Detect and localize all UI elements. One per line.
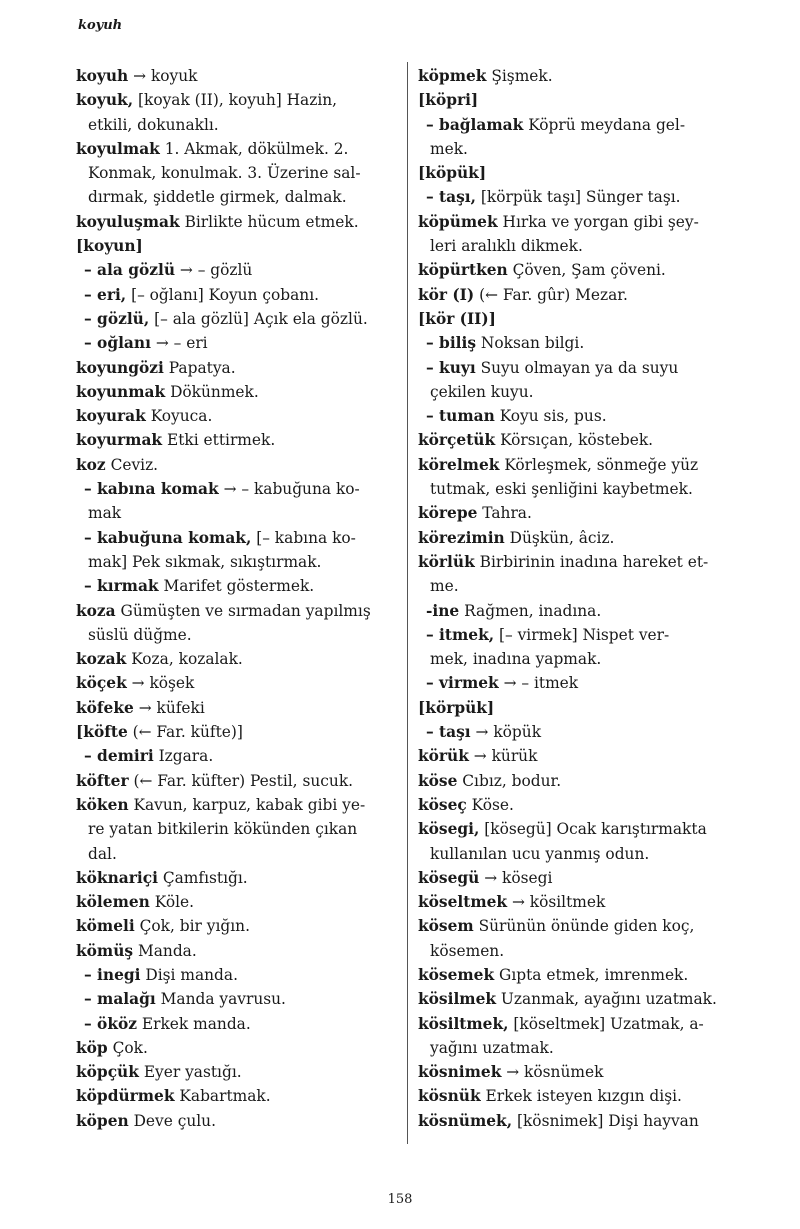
definition: [– kabına ko-: [251, 528, 356, 547]
definition: mak: [88, 504, 122, 523]
dictionary-line: [418, 744, 740, 768]
definition: [– oğlanı] Koyun çobanı.: [126, 285, 320, 304]
definition: Konmak, konulmak. 3. Üzerine sal-: [88, 164, 361, 183]
dictionary-line: [76, 307, 396, 331]
dictionary-line: [418, 307, 740, 331]
dictionary-line: [76, 720, 396, 744]
dictionary-line: [76, 1109, 396, 1133]
definition: → küfeki: [133, 698, 205, 717]
headword: kösegü: [418, 868, 480, 887]
headword: – itmek,: [426, 625, 495, 644]
definition: Izgara.: [153, 747, 214, 766]
definition: Birbirinin inadına hareket et-: [474, 552, 709, 571]
dictionary-line: [418, 501, 740, 525]
dictionary-line: [418, 210, 740, 234]
definition: Gümüşten ve sırmadan yapılmış: [115, 601, 371, 620]
dictionary-line: [76, 1060, 396, 1084]
dictionary-line: [418, 477, 740, 501]
dictionary-line: [76, 331, 396, 355]
definition: [– virmek] Nispet ver-: [494, 625, 670, 644]
definition: [kösnimek] Dişi hayvan: [512, 1111, 699, 1130]
definition: Marifet göstermek.: [158, 577, 315, 596]
headword: – taşı: [426, 723, 471, 742]
definition: Şişmek.: [486, 67, 553, 85]
dictionary-line: [418, 987, 740, 1011]
headword: – malağı: [84, 990, 156, 1009]
dictionary-line: [418, 356, 740, 380]
dictionary-line: [76, 64, 396, 88]
headword: koyuk,: [76, 91, 134, 110]
headword: köseltmek: [418, 893, 508, 912]
headword: kömüş: [76, 941, 134, 960]
dictionary-line: [418, 526, 740, 550]
definition: Körleşmek, sönmeğe yüz: [499, 455, 699, 474]
dictionary-line: [418, 647, 740, 671]
headword: köpümek: [418, 212, 498, 231]
definition: Çok.: [107, 1038, 148, 1057]
definition: Kabartmak.: [174, 1087, 271, 1106]
definition: Koyu sis, pus.: [494, 407, 607, 426]
definition: tutmak, eski şenliğini kaybetmek.: [430, 480, 693, 499]
definition: Köse.: [466, 795, 514, 814]
definition: Körsıçan, köstebek.: [495, 431, 654, 450]
definition: Ceviz.: [105, 455, 159, 474]
definition: [körpük taşı] Sünger taşı.: [476, 188, 681, 207]
dictionary-line: [418, 161, 740, 185]
headword: köpürtken: [418, 261, 508, 280]
column-divider: [407, 62, 408, 1144]
headword: – biliş: [426, 334, 477, 353]
definition: Koza, kozalak.: [126, 650, 243, 669]
dictionary-line: [418, 914, 740, 938]
headword: koza: [76, 601, 116, 620]
dictionary-line: [76, 769, 396, 793]
dictionary-line: [76, 647, 396, 671]
headword: – kuyı: [426, 358, 476, 377]
headword: kösiltmek,: [418, 1014, 509, 1033]
left-column: [76, 64, 396, 1133]
headword: köp: [76, 1038, 108, 1057]
definition: dal.: [88, 844, 117, 863]
dictionary-line: [418, 283, 740, 307]
definition: Koyuca.: [145, 407, 213, 426]
dictionary-line: [76, 161, 396, 185]
definition: Çok, bir yığın.: [134, 917, 250, 936]
definition: Rağmen, inadına.: [459, 601, 602, 620]
headword: koyungözi: [76, 358, 164, 377]
headword: kösemek: [418, 965, 495, 984]
dictionary-line: [418, 88, 740, 112]
definition: Eyer yastığı.: [138, 1063, 242, 1082]
headword: [körpük]: [418, 698, 495, 717]
dictionary-line: [76, 866, 396, 890]
dictionary-line: [418, 428, 740, 452]
dictionary-line: [418, 1084, 740, 1108]
headword: köken: [76, 795, 129, 814]
definition: Cıbız, bodur.: [457, 771, 562, 790]
headword: – kırmak: [84, 577, 159, 596]
definition: leri aralıklı dikmek.: [430, 237, 583, 256]
dictionary-line: [418, 258, 740, 282]
dictionary-line: [76, 404, 396, 428]
headword: köpmek: [418, 67, 487, 85]
headword: [köfte: [76, 723, 128, 742]
definition: Dişi manda.: [140, 965, 238, 984]
definition: Erkek manda.: [137, 1014, 251, 1033]
headword: – oğlanı: [84, 334, 151, 353]
dictionary-line: [418, 866, 740, 890]
definition: → kürük: [468, 747, 538, 766]
headword: körük: [418, 747, 469, 766]
definition: → – kabuğuna ko-: [218, 480, 360, 499]
headword: kösegi,: [418, 820, 480, 839]
dictionary-line: [418, 623, 740, 647]
headword: – inegi: [84, 965, 141, 984]
definition: Erkek isteyen kızgın dişi.: [480, 1087, 682, 1106]
definition: Düşkün, âciz.: [504, 528, 615, 547]
definition: Sürünün önünde giden koç,: [473, 917, 695, 936]
definition: [kösegü] Ocak karıştırmakta: [479, 820, 707, 839]
headword: köpen: [76, 1111, 129, 1130]
headword: [köpük]: [418, 164, 487, 183]
dictionary-line: [418, 137, 740, 161]
dictionary-line: [418, 720, 740, 744]
dictionary-line: [76, 1084, 396, 1108]
dictionary-line: [76, 1012, 396, 1036]
headword: – demiri: [84, 747, 154, 766]
headword: – gözlü,: [84, 309, 150, 328]
definition: dırmak, şiddetle girmek, dalmak.: [88, 188, 347, 207]
dictionary-line: [418, 939, 740, 963]
definition: Etki ettirmek.: [162, 431, 276, 450]
dictionary-line: [418, 817, 740, 841]
dictionary-line: [418, 842, 740, 866]
definition: mek, inadına yapmak.: [430, 650, 602, 669]
definition: → kösiltmek: [507, 893, 606, 912]
headword: – eri,: [84, 285, 127, 304]
definition: → kösnümek: [501, 1063, 604, 1082]
dictionary-line: [76, 453, 396, 477]
definition: Köprü meydana gel-: [523, 115, 686, 134]
dictionary-line: [76, 599, 396, 623]
definition: Uzanmak, ayağını uzatmak.: [496, 990, 717, 1009]
definition: Çamfıstığı.: [157, 868, 248, 887]
definition: Papatya.: [163, 358, 236, 377]
dictionary-line: [418, 1109, 740, 1133]
dictionary-line: [76, 113, 396, 137]
definition: Suyu olmayan ya da suyu: [475, 358, 679, 377]
headword: köfter: [76, 771, 129, 790]
dictionary-line: [418, 574, 740, 598]
headword: köpçük: [76, 1063, 139, 1082]
headword: kösnük: [418, 1087, 481, 1106]
definition: Kavun, karpuz, kabak gibi ye-: [128, 795, 366, 814]
definition: süslü düğme.: [88, 625, 192, 644]
headword: – ala gözlü: [84, 261, 176, 280]
dictionary-line: [418, 963, 740, 987]
definition: Noksan bilgi.: [476, 334, 585, 353]
dictionary-line: [76, 939, 396, 963]
definition: mek.: [430, 139, 468, 158]
dictionary-line: [76, 477, 396, 501]
dictionary-line: [76, 987, 396, 1011]
headword: körçetük: [418, 431, 496, 450]
dictionary-line: [76, 137, 396, 161]
definition: → koyuk: [128, 67, 198, 85]
headword: koyuluşmak: [76, 212, 180, 231]
headword: köçek: [76, 674, 127, 693]
dictionary-line: [76, 234, 396, 258]
dictionary-line: [418, 113, 740, 137]
definition: → – gözlü: [175, 261, 253, 280]
headword: körlük: [418, 552, 475, 571]
dictionary-line: [418, 1036, 740, 1060]
dictionary-line: [418, 890, 740, 914]
headword: [koyun]: [76, 237, 143, 256]
definition: Çöven, Şam çöveni.: [507, 261, 666, 280]
headword: köse: [418, 771, 458, 790]
dictionary-line: [76, 258, 396, 282]
definition: yağını uzatmak.: [430, 1038, 554, 1057]
dictionary-line: [418, 331, 740, 355]
headword: – virmek: [426, 674, 499, 693]
definition: → köpük: [470, 723, 542, 742]
dictionary-line: [418, 550, 740, 574]
headword: kösilmek: [418, 990, 497, 1009]
dictionary-line: [76, 817, 396, 841]
definition: → kösegi: [479, 868, 553, 887]
dictionary-line: [76, 890, 396, 914]
dictionary-line: [76, 380, 396, 404]
definition: mak] Pek sıkmak, sıkıştırmak.: [88, 552, 322, 571]
dictionary-line: [418, 671, 740, 695]
dictionary-line: [76, 526, 396, 550]
dictionary-line: [418, 64, 740, 88]
dictionary-line: [418, 1012, 740, 1036]
dictionary-line: [76, 963, 396, 987]
definition: Birlikte hücum etmek.: [179, 212, 359, 231]
dictionary-line: [418, 793, 740, 817]
definition: 1. Akmak, dökülmek. 2.: [159, 139, 349, 158]
dictionary-line: [418, 453, 740, 477]
definition: Manda.: [133, 941, 197, 960]
dictionary-line: [76, 88, 396, 112]
headword: koz: [76, 455, 106, 474]
headword: köfeke: [76, 698, 134, 717]
headword: köpdürmek: [76, 1087, 175, 1106]
headword: – bağlamak: [426, 115, 524, 134]
dictionary-line: [76, 744, 396, 768]
dictionary-line: [76, 623, 396, 647]
headword: koyurak: [76, 407, 146, 426]
headword: [kör (II)]: [418, 309, 496, 328]
definition: Deve çulu.: [128, 1111, 216, 1130]
dictionary-line: [418, 1060, 740, 1084]
dictionary-line: [76, 428, 396, 452]
definition: Dökünmek.: [165, 382, 259, 401]
definition: çekilen kuyu.: [430, 382, 534, 401]
page-number: 158: [387, 1192, 413, 1207]
headword: – tuman: [426, 407, 495, 426]
headword: kölemen: [76, 893, 150, 912]
headword: koyuh: [76, 67, 129, 85]
dictionary-line: [418, 234, 740, 258]
definition: Köle.: [149, 893, 195, 912]
headword: kösnimek: [418, 1063, 502, 1082]
definition: kullanılan ucu yanmış odun.: [430, 844, 650, 863]
definition: [koyak (II), koyuh] Hazin,: [133, 91, 338, 110]
dictionary-line: [76, 283, 396, 307]
definition: kösemen.: [430, 941, 505, 960]
definition: Hırka ve yorgan gibi şey-: [497, 212, 699, 231]
dictionary-line: [76, 501, 396, 525]
dictionary-line: [418, 696, 740, 720]
definition: me.: [430, 577, 459, 596]
headword: kozak: [76, 650, 127, 669]
dictionary-line: [76, 696, 396, 720]
dictionary-line: [76, 210, 396, 234]
headword: [köpri]: [418, 91, 479, 110]
dictionary-line: [76, 185, 396, 209]
definition: etkili, dokunaklı.: [88, 115, 219, 134]
definition: re yatan bitkilerin kökünden çıkan: [88, 820, 358, 839]
dictionary-line: [76, 793, 396, 817]
dictionary-line: [418, 404, 740, 428]
headword: köknariçi: [76, 868, 158, 887]
headword: köseç: [418, 795, 467, 814]
definition: → köşek: [126, 674, 195, 693]
dictionary-line: [418, 599, 740, 623]
headword: koyurmak: [76, 431, 163, 450]
dictionary-line: [418, 185, 740, 209]
headword: – ököz: [84, 1014, 137, 1033]
dictionary-line: [76, 914, 396, 938]
definition: Manda yavrusu.: [155, 990, 286, 1009]
definition: [– ala gözlü] Açık ela gözlü.: [149, 309, 368, 328]
definition: → – itmek: [498, 674, 579, 693]
running-head: koyuh: [78, 18, 123, 33]
headword: kösem: [418, 917, 474, 936]
headword: – kabuğuna komak,: [84, 528, 252, 547]
headword: – kabına komak: [84, 480, 219, 499]
headword: koyulmak: [76, 139, 160, 158]
definition: (← Far. gûr) Mezar.: [474, 285, 628, 304]
dictionary-line: [76, 356, 396, 380]
definition: → – eri: [150, 334, 208, 353]
headword: – taşı,: [426, 188, 477, 207]
dictionary-line: [76, 842, 396, 866]
dictionary-line: [76, 550, 396, 574]
definition: Gıpta etmek, imrenmek.: [494, 965, 689, 984]
headword: kör (I): [418, 285, 475, 304]
dictionary-line: [76, 574, 396, 598]
dictionary-line: [418, 380, 740, 404]
headword: körepe: [418, 504, 478, 523]
definition: [köseltmek] Uzatmak, a-: [508, 1014, 704, 1033]
definition: (← Far. küfter) Pestil, sucuk.: [128, 771, 354, 790]
headword: -ine: [426, 601, 460, 620]
dictionary-line: [76, 671, 396, 695]
headword: koyunmak: [76, 382, 166, 401]
definition: (← Far. küfte)]: [127, 723, 243, 742]
headword: körezimin: [418, 528, 505, 547]
dictionary-line: [418, 769, 740, 793]
headword: kösnümek,: [418, 1111, 513, 1130]
definition: Tahra.: [477, 504, 532, 523]
right-column: [418, 64, 740, 1133]
dictionary-line: [76, 1036, 396, 1060]
headword: kömeli: [76, 917, 135, 936]
headword: körelmek: [418, 455, 500, 474]
